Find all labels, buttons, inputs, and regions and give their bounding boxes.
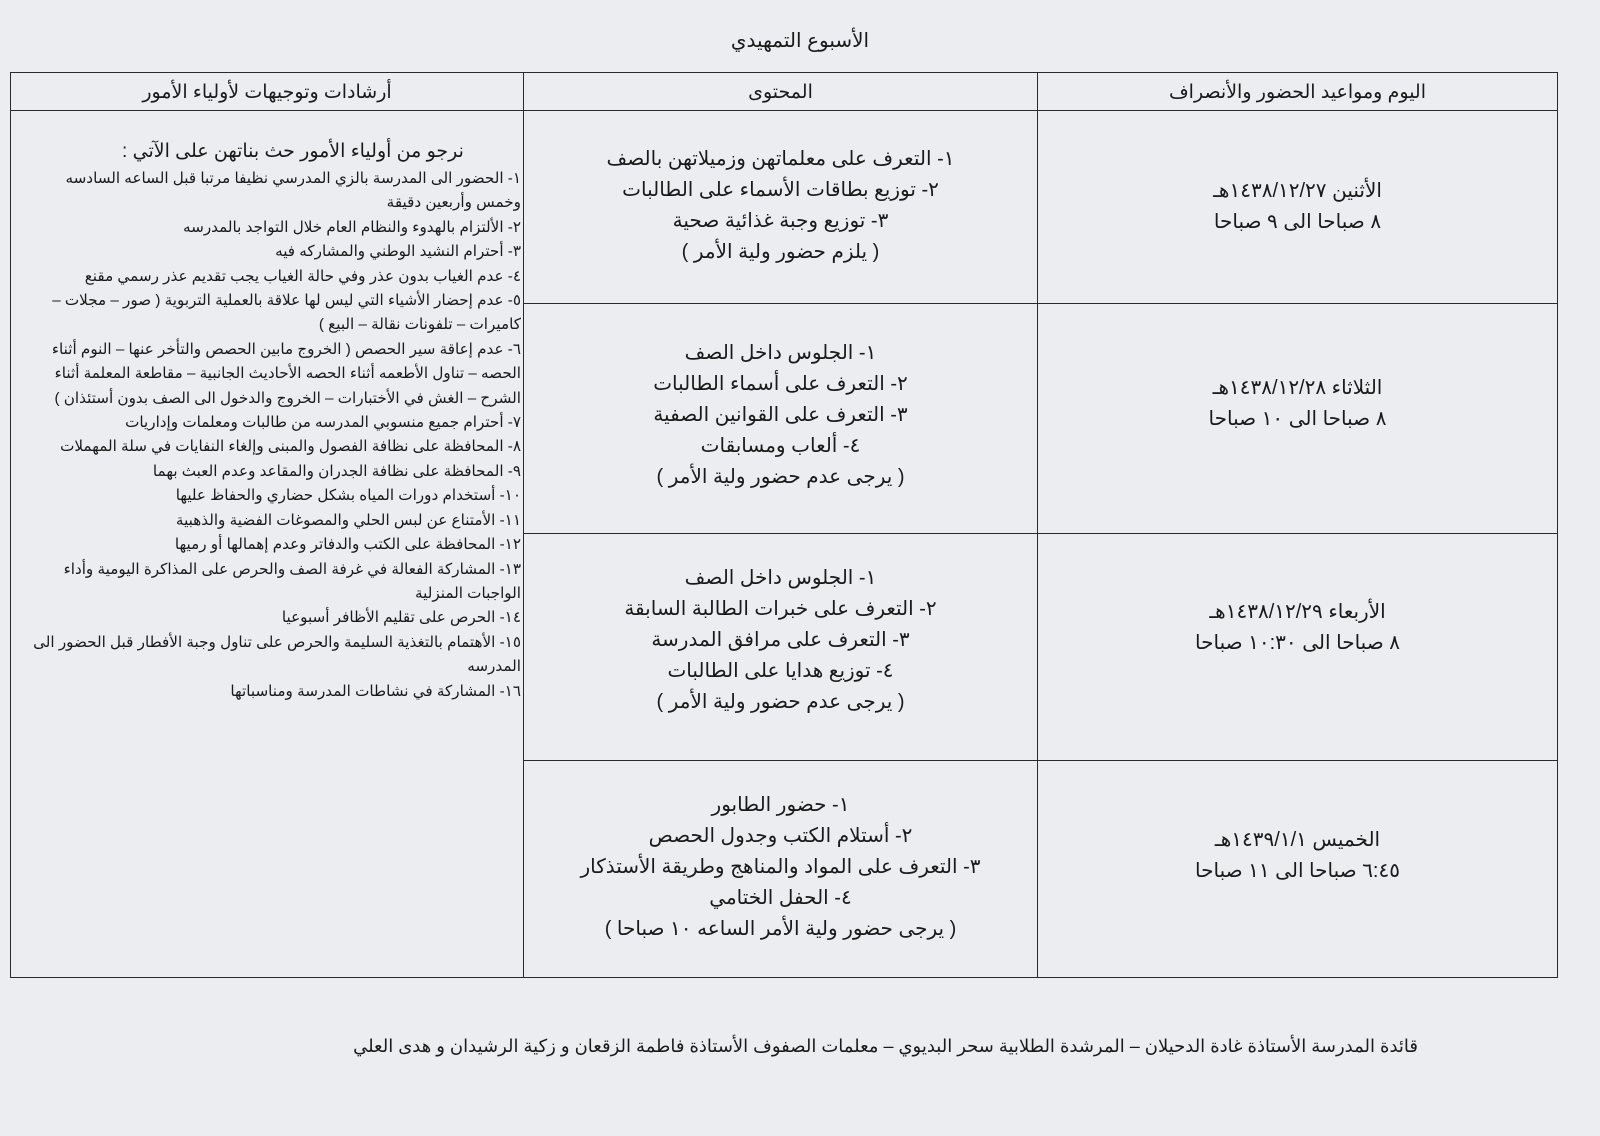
day-cell-wednesday [1038,597,1557,659]
day-cell-thursday [1038,825,1557,887]
guidance-item: ١٠- أستخدام دورات المياه بشكل حضاري والحفاظ عليها [175,487,521,505]
content-note: ( يرجى عدم حضور ولية الأمر ) [656,466,905,488]
content-line: ٣- التعرف على مرافق المدرسة [651,629,910,651]
day-time: ٦:٤٥ صباحا الى ١١ صباحا [1195,860,1400,882]
guidance-item: ٤- عدم الغياب بدون عذر وفي حالة الغياب يجب تقديم عذر رسمي مقنع [84,267,521,285]
content-line: ٤- الحفل الختامي [709,887,852,909]
day-date: الثلاثاء ١٤٣٨/١٢/٢٨هـ [1212,377,1383,399]
day-date: الأثنين ١٤٣٨/١٢/٢٧هـ [1213,180,1382,202]
content-note: ( يلزم حضور ولية الأمر ) [681,241,880,263]
guidance-item: ١٢- المحافظة على الكتب والدفاتر وعدم إهمالها أو رميها [174,536,521,554]
header-day-times: اليوم ومواعيد الحضور والأنصراف [1168,81,1427,103]
content-cell-monday [524,144,1037,268]
day-cell-monday [1038,176,1557,238]
guidance-list [25,139,521,704]
content-cell-thursday [524,790,1037,945]
day-time: ٨ صباحا الى ١٠ صباحا [1208,408,1387,430]
day-cell-tuesday [1038,373,1557,435]
guidance-item: ٦- عدم إعاقة سير الحصص ( الخروج مابين الحصص والتأخر عنها – النوم أثناء الحصه – تناول الأطعمه أثناء الحصه الأحاديث الجانبية – مقاطعة المعلمة أثناء الشرح – الغش في الأختبارات – الخروج والدخول الى الصف بدون أستئذان ) [51,340,521,407]
guidance-item: ٩- المحافظة على نظافة الجدران والمقاعد وعدم العبث بهما [152,462,521,480]
content-line: ١- التعرف على معلماتهن وزميلاتهن بالصف [606,148,955,170]
header-content: المحتوى [748,81,813,103]
content-line: ٣- التعرف على المواد والمناهج وطريقة الأستذكار [580,856,981,878]
content-line: ٢- التعرف على خبرات الطالبة السابقة [624,598,937,620]
content-line: ٣- التعرف على القوانين الصفية [653,404,908,426]
content-line: ٢- توزيع بطاقات الأسماء على الطالبات [622,179,939,201]
guidance-item: ٨- المحافظة على نظافة الفصول والمبنى وإلغاء النفايات في سلة المهملات [60,438,521,456]
content-line: ٢- التعرف على أسماء الطالبات [653,373,908,395]
guidance-item: ١٤- الحرص على تقليم الأظافر أسبوعيا [281,609,521,627]
guidance-item: ١١- الأمتناع عن لبس الحلي والمصوغات الفضية والذهبية [175,511,521,529]
day-date: الخميس ١٤٣٩/١/١هـ [1214,829,1381,851]
guidance-item: ١٣- المشاركة الفعالة في غرفة الصف والحرص على المذاكرة اليومية وأداء الواجبات المنزلية [63,560,521,602]
guidance-item: ١٦- المشاركة في نشاطات المدرسة ومناسباتها [230,682,521,700]
guidance-item: ٧- أحترام جميع منسوبي المدرسه من طالبات ومعلمات وإداريات [125,414,521,432]
content-cell-tuesday [524,338,1037,493]
guidance-item: ٥- عدم إحضار الأشياء التي ليس لها علاقة بالعملية التربوية ( صور – مجلات – كاميرات – تلفونات نقالة – البيع ) [52,292,521,334]
day-date: الأربعاء ١٤٣٨/١٢/٢٩هـ [1209,601,1386,623]
content-line: ٤- توزيع هدايا على الطالبات [667,660,894,682]
guidance-intro: نرجو من أولياء الأمور حث بناتهن على الآتي : [122,141,464,162]
guidance-item: ١- الحضور الى المدرسة بالزي المدرسي نظيفا مرتبا قبل الساعه السادسه وخمس وأربعين دقيقة [65,170,521,212]
day-time: ٨ صباحا الى ٩ صباحا [1213,211,1382,233]
content-line: ٢- أستلام الكتب وجدول الحصص [648,825,913,847]
content-line: ١- الجلوس داخل الصف [684,567,877,589]
content-note: ( يرجى عدم حضور ولية الأمر ) [656,691,905,713]
guidance-item: ٣- أحترام النشيد الوطني والمشاركه فيه [275,243,521,261]
row-divider [523,533,1557,534]
page-title: الأسبوع التمهيدي [730,30,870,52]
guidance-item: ٢- الألتزام بالهدوء والنظام العام خلال التواجد بالمدرسه [182,218,521,236]
row-divider [523,760,1557,761]
guidance-item: ١٥- الأهتمام بالتغذية السليمة والحرص على تناول وجبة الأفطار قبل الحضور الى المدرسه [33,633,521,676]
content-line: ٣- توزيع وجبة غذائية صحية [672,210,889,232]
day-time: ٨ صباحا الى ١٠:٣٠ صباحا [1195,632,1400,654]
content-line: ١- حضور الطابور [711,794,850,816]
content-line: ١- الجلوس داخل الصف [684,342,877,364]
content-cell-wednesday [524,563,1037,718]
staff-signature-line: قائدة المدرسة الأستاذة غادة الدحيلان – المرشدة الطلابية سحر البديوي – معلمات الصفوف الأستاذة فاطمة الزقعان و زكية الرشيدان و هدى العلي [353,1036,1418,1056]
content-note: ( يرجى حضور ولية الأمر الساعه ١٠ صباحا ) [604,918,957,940]
schedule-table [10,72,1558,978]
header-guidance: أرشادات وتوجيهات لأولياء الأمور [142,81,392,103]
row-divider [523,303,1557,304]
content-line: ٤- ألعاب ومسابقات [700,435,861,457]
